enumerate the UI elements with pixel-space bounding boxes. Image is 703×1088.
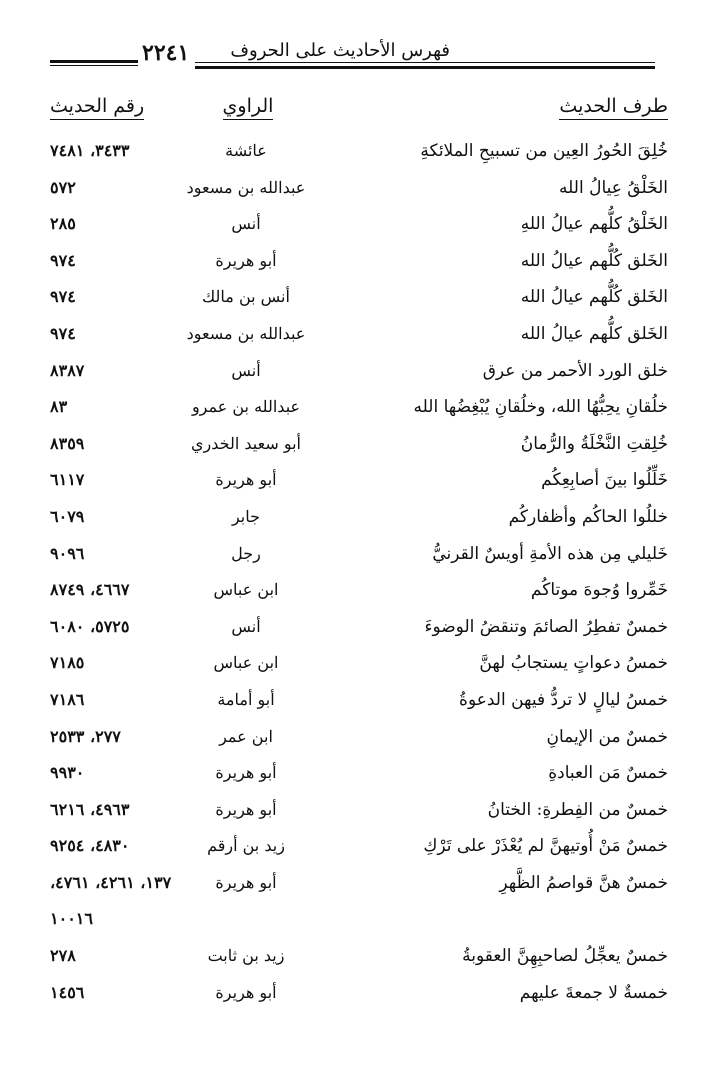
hadith-text: الخَلق كُلُّهم عيالُ الله (520, 287, 668, 308)
narrator: أبو سعيد الخدري (191, 433, 301, 453)
hadith-number: ٩٠٩٦ (50, 543, 85, 563)
narrator: أبو هريرة (215, 763, 277, 783)
narrator: أنس (231, 616, 261, 636)
hadith-number: ٢٧٧، ٢٥٣٣ (50, 726, 121, 746)
table-row (50, 355, 668, 392)
column-headers (50, 92, 668, 124)
hadith-number: ٨٣٥٩ (50, 433, 85, 453)
table-row (50, 721, 668, 758)
narrator: أنس (231, 214, 261, 234)
narrator: ابن عباس (213, 580, 279, 600)
hadith-number: ٤٦٦٧، ٨٧٤٩ (50, 580, 130, 600)
hadith-number: ١٠٠١٦ (50, 909, 93, 929)
hadith-number: ٥٧٢٥، ٦٠٨٠ (50, 616, 130, 636)
page-header (50, 40, 655, 72)
narrator: أبو هريرة (215, 470, 277, 490)
table-row (50, 464, 668, 501)
table-row (50, 794, 668, 831)
table-row (50, 647, 668, 684)
narrator: أبو هريرة (215, 872, 277, 892)
hadith-text: خمسٌ يعجِّلُ لصاحبِهِنَّ العقوبةُ (462, 946, 668, 967)
table-row (50, 757, 668, 794)
hadith-text: خُلِقَ الحُورُ العِين من تسبيحِ الملائكةِ (420, 141, 668, 161)
hadith-text: خَليلي مِن هذه الأمةِ أويسٌ القرنيُّ (432, 543, 668, 564)
hadith-number: ٤٨٣٠، ٩٢٥٤ (50, 836, 130, 856)
hadith-text: خمسٌ مَنْ أُوتيهنَّ لم يُعْذَرْ على تَرْكِ (423, 836, 668, 857)
hadith-number: ٦١١٧ (50, 470, 85, 490)
column-header-hadith: طرف الحديث (559, 92, 668, 120)
narrator: أنس (231, 360, 261, 380)
table-row (50, 977, 668, 1014)
page-number: ٢٢٤١ (142, 40, 190, 66)
table-row (50, 208, 668, 245)
hadith-text: خَلِّلُوا بينَ أصابِعِكُم (541, 470, 668, 491)
table-row (50, 391, 668, 428)
table-row (50, 611, 668, 648)
table-row (50, 318, 668, 355)
hadith-text: خمسُ دعواتٍ يستجابُ لهنَّ (479, 653, 668, 674)
hadith-text: خمسُ ليالٍ لا تردُّ فيهن الدعوةُ (459, 689, 668, 710)
hadith-number: ١٣٧، ٤٢٦١، ٤٧٦١، (50, 872, 172, 892)
hadith-number: ٩٧٤ (50, 287, 76, 307)
narrator: عائشة (225, 141, 267, 160)
hadith-number: ٧١٨٥ (50, 653, 85, 673)
narrator: أبو أمامة (217, 689, 275, 709)
hadith-text: خلُقانِ يحِبُّهُا الله، وخلُقانِ يُبْغِضُها الله (413, 397, 668, 418)
hadith-text: الخَلق كلُّهم عيالُ الله (520, 323, 668, 344)
table-row (50, 172, 668, 209)
hadith-text: الخَلْقُ كلُّهم عيالُ اللهِ (520, 214, 668, 235)
narrator: عبدالله بن مسعود (186, 323, 306, 343)
hadith-number: ٩٩٣٠ (50, 763, 85, 783)
table-row (50, 867, 668, 904)
table-row (50, 684, 668, 721)
hadith-text: خلق الورد الأحمر من عرق (482, 360, 668, 381)
hadith-number: ١٤٥٦ (50, 982, 85, 1002)
hadith-text: خمسٌ من الفِطرةِ: الختانُ (487, 799, 668, 820)
hadith-number: ٨٣٨٧ (50, 360, 85, 380)
page-title: فهرس الأحاديث على الحروف (230, 40, 450, 61)
narrator: جابر (231, 506, 261, 526)
column-header-narrator: الراوي (198, 92, 298, 120)
hadith-text: الخَلق كُلُّهم عيالُ الله (520, 250, 668, 271)
narrator: رجل (231, 543, 261, 563)
hadith-number: ٤٩٦٣، ٦٢١٦ (50, 799, 130, 819)
header-rule-short (50, 60, 138, 66)
narrator: ابن عمر (219, 726, 273, 746)
table-row (50, 574, 668, 611)
narrator: زيد بن أرقم (207, 836, 285, 856)
column-header-number: رقم الحديث (50, 92, 144, 120)
narrator: عبدالله بن عمرو (191, 397, 301, 417)
hadith-number: ٧١٨٦ (50, 689, 85, 709)
narrator: عبدالله بن مسعود (186, 177, 306, 197)
table-row (50, 428, 668, 465)
hadith-text: خمسٌ مَن العبادةِ (548, 763, 668, 784)
narrator: ابن عباس (213, 653, 279, 673)
narrator: أبو هريرة (215, 982, 277, 1002)
table-row (50, 281, 668, 318)
hadith-text: الخَلْقُ عِيالُ الله (559, 177, 668, 198)
table-row (50, 135, 668, 172)
hadith-number: ٢٨٥ (50, 214, 76, 234)
hadith-text: خمسٌ تفطِرُ الصائمَ وتنقضُ الوضوءَ (424, 616, 668, 637)
hadith-text: خللُوا الحاكُم وأظفاركُم (508, 506, 668, 527)
hadith-text: خمسٌ من الإيمانِ (546, 726, 668, 747)
hadith-number: ٩٧٤ (50, 250, 76, 270)
narrator: أنس بن مالك (202, 287, 290, 307)
header-rule-long-bottom (195, 66, 655, 69)
hadith-text: خمسةٌ لا جمعةَ عليهم (519, 982, 668, 1003)
hadith-number: ٣٤٣٣، ٧٤٨١ (50, 141, 130, 160)
narrator: أبو هريرة (215, 799, 277, 819)
hadith-text: خمسٌ هنَّ قواصمُ الظَّهرِ (499, 872, 668, 893)
table-row (50, 501, 668, 538)
hadith-number: ٨٣ (50, 397, 68, 417)
hadith-index-table (50, 135, 668, 1013)
narrator: زيد بن ثابت (207, 946, 285, 966)
table-row (50, 830, 668, 867)
table-row (50, 940, 668, 977)
hadith-number: ٩٧٤ (50, 323, 76, 343)
hadith-text: خُلِقتِ النَّخْلَةُ والرُّمانُ (520, 433, 668, 454)
hadith-number: ٦٠٧٩ (50, 506, 85, 526)
hadith-number: ٢٧٨ (50, 946, 76, 966)
table-row (50, 903, 668, 940)
table-row (50, 538, 668, 575)
hadith-text: خَمِّروا وُجوهَ موتاكُم (530, 580, 668, 601)
narrator: أبو هريرة (215, 250, 277, 270)
hadith-number: ٥٧٢ (50, 177, 76, 197)
table-row (50, 245, 668, 282)
header-rule-long-top (195, 62, 655, 63)
